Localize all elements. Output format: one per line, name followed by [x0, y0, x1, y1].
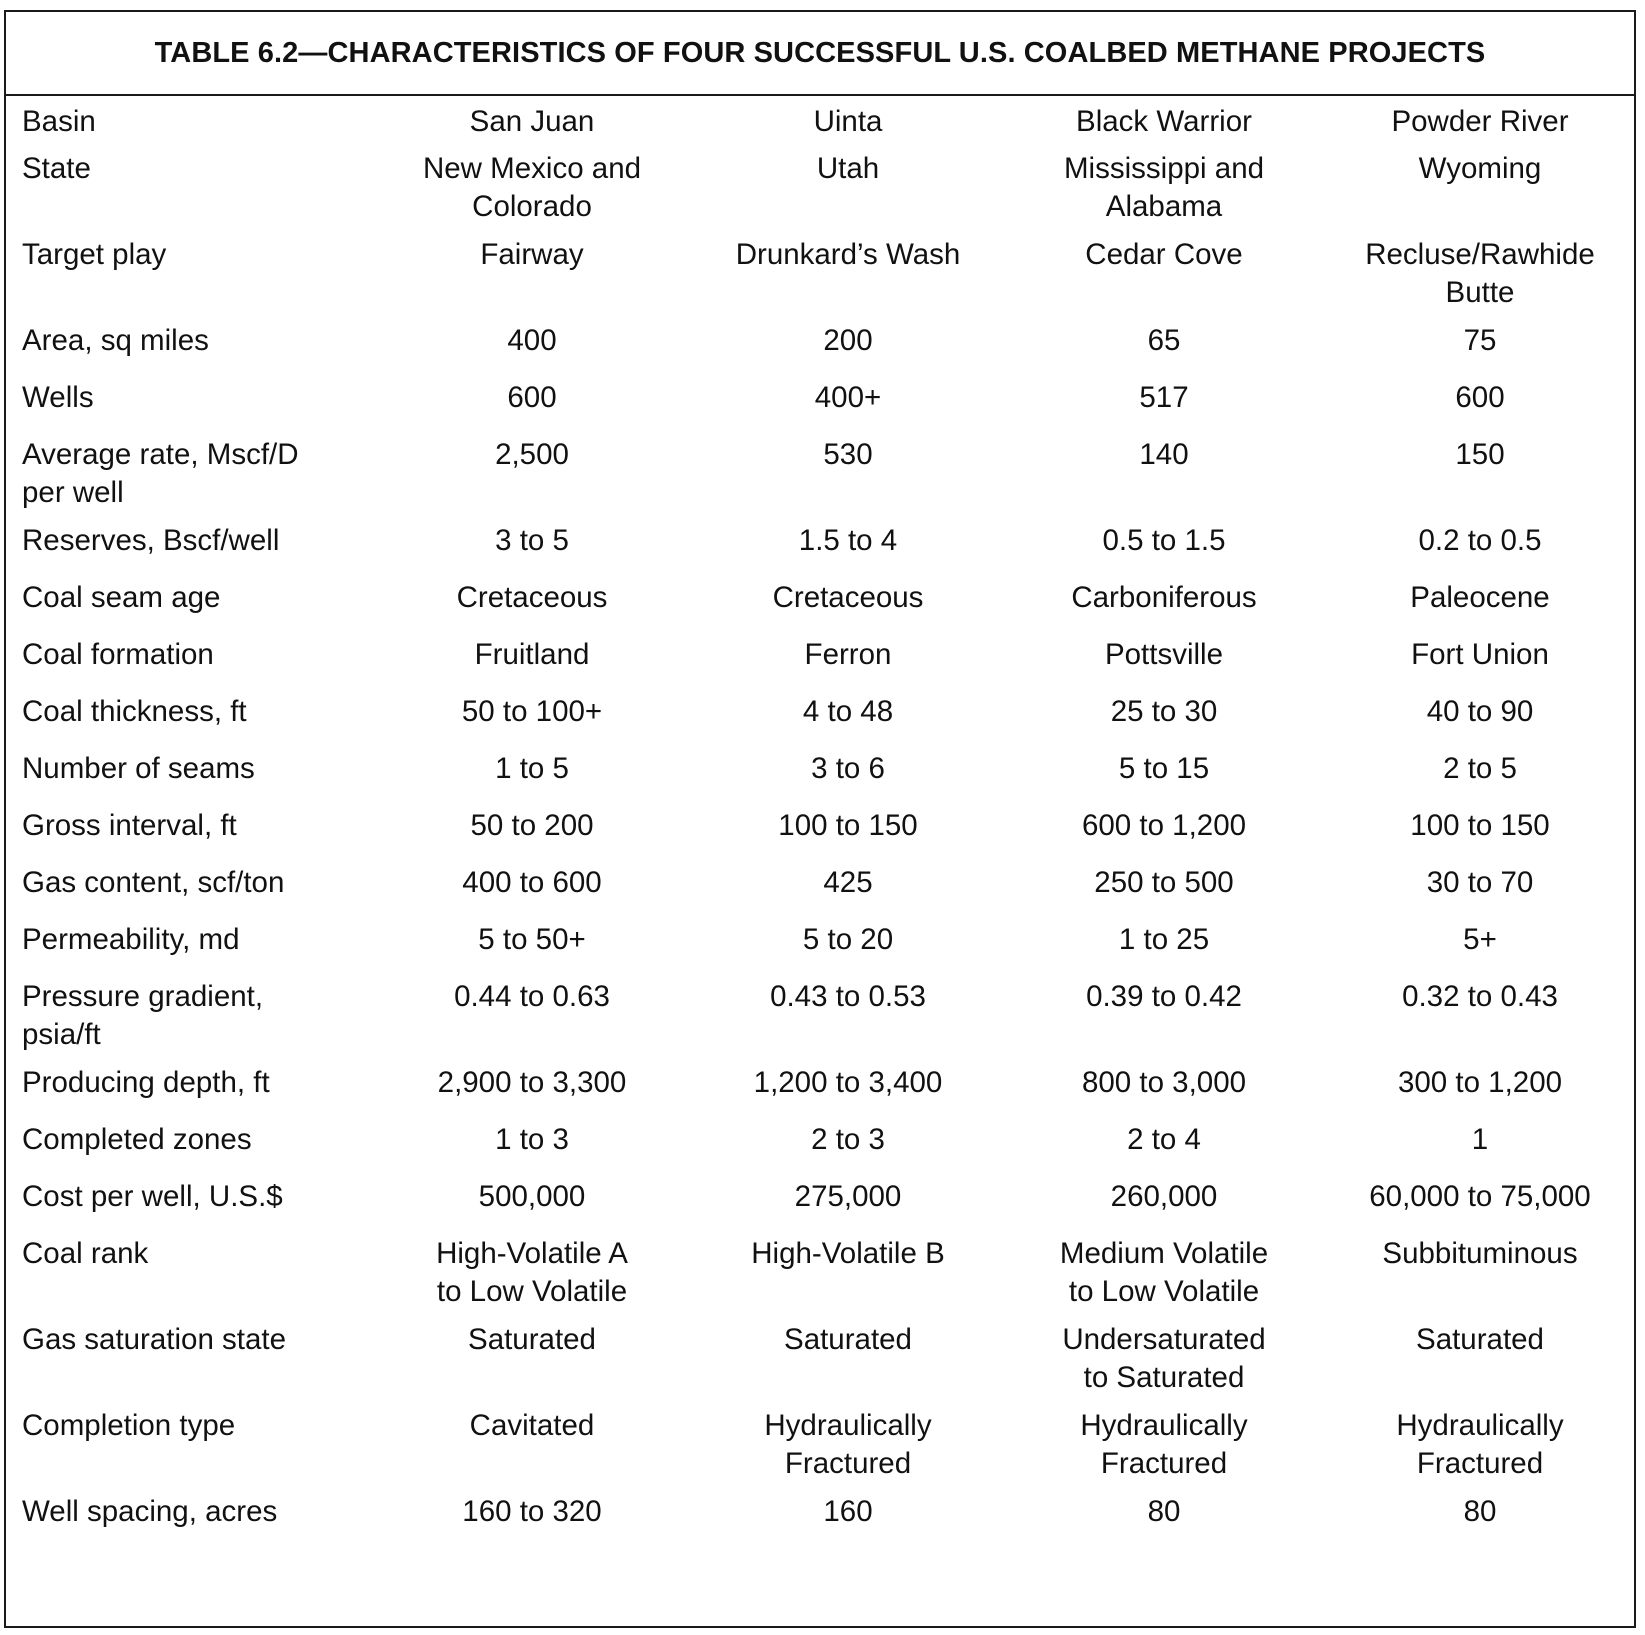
row-label [22, 579, 374, 636]
cell-line: Mississippi and [1063, 152, 1265, 185]
cell-col-1 [374, 1178, 690, 1235]
cell-line: 1.5 to 4 [798, 524, 898, 557]
row-label-line: Well spacing, acres [22, 1495, 278, 1528]
table-row [22, 436, 1638, 522]
row-label [22, 150, 374, 236]
cell-line: Drunkard’s Wash [735, 238, 961, 271]
cell-line: Fort Union [1411, 638, 1549, 671]
cell-col-4 [1322, 150, 1638, 236]
cell-col-1 [374, 750, 690, 807]
cell-line: 425 [823, 866, 873, 899]
cell-line: 300 to 1,200 [1397, 1066, 1563, 1099]
row-label [22, 978, 374, 1064]
cell-col-1 [374, 921, 690, 978]
cell-line: Black Warrior [1076, 105, 1252, 138]
cell-line: Hydraulically [1396, 1409, 1564, 1442]
cell-line: Recluse/Rawhide [1365, 238, 1595, 271]
title-bar [6, 12, 1634, 96]
cell-col-3 [1006, 1178, 1322, 1235]
cell-line: 50 to 200 [470, 809, 594, 842]
row-label [22, 1235, 374, 1321]
cell-col-2 [690, 1178, 1006, 1235]
table-row [22, 921, 1638, 978]
cell-line: New Mexico and [422, 152, 642, 185]
cell-line: Cedar Cove [1085, 238, 1243, 271]
cell-col-4 [1322, 103, 1638, 150]
cell-line: 800 to 3,000 [1081, 1066, 1247, 1099]
cell-col-1 [374, 864, 690, 921]
cell-line: 1 [1471, 1123, 1489, 1156]
cell-col-2 [690, 579, 1006, 636]
cell-col-3 [1006, 103, 1322, 150]
cell-line: 2,500 [495, 438, 569, 471]
cell-col-4 [1322, 1121, 1638, 1178]
cell-col-3 [1006, 1235, 1322, 1321]
row-label [22, 864, 374, 921]
table-row [22, 636, 1638, 693]
row-label-line: psia/ft [22, 1018, 101, 1051]
row-label [22, 921, 374, 978]
cell-line: Colorado [472, 190, 592, 223]
cell-col-4 [1322, 1407, 1638, 1493]
cell-col-1 [374, 1321, 690, 1407]
cell-col-1 [374, 1235, 690, 1321]
cell-col-4 [1322, 807, 1638, 864]
cell-line: 2 to 4 [1127, 1123, 1201, 1156]
cell-line: Cavitated [469, 1409, 595, 1442]
cell-col-2 [690, 1121, 1006, 1178]
table-row [22, 978, 1638, 1064]
table-body [22, 103, 1638, 1531]
table-row [22, 1321, 1638, 1407]
cell-col-4 [1322, 921, 1638, 978]
row-label [22, 236, 374, 322]
cell-col-3 [1006, 864, 1322, 921]
cell-line: Butte [1445, 276, 1515, 309]
cell-line: 0.32 to 0.43 [1402, 980, 1558, 1013]
cell-line: 1 to 3 [495, 1123, 569, 1156]
row-label-line: Wells [22, 381, 94, 414]
table-row [22, 1407, 1638, 1493]
cell-line: 5 to 50+ [478, 923, 586, 956]
cell-col-3 [1006, 750, 1322, 807]
cell-line: Wyoming [1418, 152, 1542, 185]
cell-col-2 [690, 436, 1006, 522]
cell-col-3 [1006, 436, 1322, 522]
cell-line: 1 to 25 [1118, 923, 1210, 956]
cell-line: 2 to 3 [811, 1123, 885, 1156]
cell-line: 200 [823, 324, 873, 357]
table-row [22, 864, 1638, 921]
table-row [22, 750, 1638, 807]
cell-line: 530 [823, 438, 873, 471]
cell-col-2 [690, 864, 1006, 921]
cell-line: Ferron [804, 638, 892, 671]
row-label [22, 750, 374, 807]
row-label-line: Gross interval, ft [22, 809, 237, 842]
cell-col-2 [690, 379, 1006, 436]
cell-line: 50 to 100+ [461, 695, 603, 728]
cell-col-2 [690, 150, 1006, 236]
cell-col-2 [690, 921, 1006, 978]
cell-line: 2,900 to 3,300 [437, 1066, 627, 1099]
cell-line: 0.5 to 1.5 [1102, 524, 1226, 557]
cell-col-3 [1006, 150, 1322, 236]
table-row [22, 236, 1638, 322]
cell-col-3 [1006, 236, 1322, 322]
table-row [22, 1235, 1638, 1321]
cell-line: Saturated [784, 1323, 912, 1356]
cell-col-1 [374, 1493, 690, 1531]
cell-line: Cretaceous [772, 581, 924, 614]
table-row [22, 1064, 1638, 1121]
row-label-line: Completed zones [22, 1123, 252, 1156]
row-label [22, 693, 374, 750]
cell-col-1 [374, 636, 690, 693]
cell-line: 600 [507, 381, 557, 414]
cell-col-1 [374, 150, 690, 236]
cell-line: Alabama [1105, 190, 1223, 223]
cell-col-1 [374, 693, 690, 750]
cell-col-2 [690, 750, 1006, 807]
cell-col-3 [1006, 1064, 1322, 1121]
table-row [22, 322, 1638, 379]
cell-col-3 [1006, 1121, 1322, 1178]
cell-col-4 [1322, 978, 1638, 1064]
cell-col-2 [690, 1321, 1006, 1407]
table-row [22, 1178, 1638, 1235]
cell-col-2 [690, 1064, 1006, 1121]
cell-line: Hydraulically [764, 1409, 932, 1442]
cell-line: 0.39 to 0.42 [1086, 980, 1242, 1013]
cell-line: 3 to 6 [811, 752, 885, 785]
cell-line: 3 to 5 [495, 524, 569, 557]
cell-line: 250 to 500 [1094, 866, 1234, 899]
cell-line: Medium Volatile [1059, 1237, 1269, 1270]
cell-col-3 [1006, 1493, 1322, 1531]
cell-col-1 [374, 522, 690, 579]
row-label-line: Completion type [22, 1409, 236, 1442]
row-label-line: Gas content, scf/ton [22, 866, 285, 899]
cell-col-2 [690, 636, 1006, 693]
cell-line: 4 to 48 [802, 695, 894, 728]
row-label [22, 522, 374, 579]
cell-line: 5 to 20 [802, 923, 894, 956]
cell-line: 75 [1463, 324, 1497, 357]
cell-col-4 [1322, 1321, 1638, 1407]
cell-line: Fractured [1416, 1447, 1544, 1480]
cell-line: Utah [816, 152, 880, 185]
row-label [22, 807, 374, 864]
cell-col-1 [374, 1407, 690, 1493]
cell-col-3 [1006, 921, 1322, 978]
row-label [22, 636, 374, 693]
cell-col-3 [1006, 1407, 1322, 1493]
table-row [22, 693, 1638, 750]
cell-line: 600 to 1,200 [1081, 809, 1247, 842]
cell-line: 25 to 30 [1110, 695, 1218, 728]
cell-line: 80 [1463, 1495, 1497, 1528]
cell-col-2 [690, 1493, 1006, 1531]
cell-line: 400 to 600 [462, 866, 602, 899]
row-label [22, 379, 374, 436]
cell-col-4 [1322, 522, 1638, 579]
row-label [22, 1321, 374, 1407]
cell-line: to Low Volatile [436, 1275, 628, 1308]
cell-line: Paleocene [1410, 581, 1550, 614]
cell-line: 160 to 320 [462, 1495, 602, 1528]
cell-line: 400+ [814, 381, 882, 414]
row-label-line: Coal seam age [22, 581, 221, 614]
cell-line: 500,000 [478, 1180, 586, 1213]
cell-col-1 [374, 807, 690, 864]
cell-col-4 [1322, 1064, 1638, 1121]
cell-col-4 [1322, 693, 1638, 750]
cell-col-3 [1006, 322, 1322, 379]
cell-line: Pottsville [1104, 638, 1224, 671]
cell-line: 160 [823, 1495, 873, 1528]
row-label-line: Target play [22, 238, 167, 271]
cell-line: 150 [1455, 438, 1505, 471]
row-label-line: Basin [22, 105, 96, 138]
cell-col-1 [374, 379, 690, 436]
row-label-line: State [22, 152, 91, 185]
cell-line: 100 to 150 [1410, 809, 1550, 842]
cell-line: 400 [507, 324, 557, 357]
cell-col-4 [1322, 322, 1638, 379]
table-row [22, 579, 1638, 636]
cell-line: 600 [1455, 381, 1505, 414]
table-row [22, 522, 1638, 579]
cell-col-4 [1322, 1493, 1638, 1531]
cell-col-1 [374, 1121, 690, 1178]
cell-col-4 [1322, 1178, 1638, 1235]
cell-col-3 [1006, 379, 1322, 436]
cell-col-2 [690, 1235, 1006, 1321]
cell-line: 65 [1147, 324, 1181, 357]
cell-line: 140 [1139, 438, 1189, 471]
cell-line: Hydraulically [1080, 1409, 1248, 1442]
table-row [22, 807, 1638, 864]
cell-line: 100 to 150 [778, 809, 918, 842]
cell-col-2 [690, 322, 1006, 379]
table-title: TABLE 6.2—CHARACTERISTICS OF FOUR SUCCESSFUL U.S. COALBED METHANE PROJECTS [154, 36, 1486, 69]
cell-col-4 [1322, 864, 1638, 921]
cell-col-1 [374, 978, 690, 1064]
cell-line: 40 to 90 [1426, 695, 1534, 728]
cell-col-3 [1006, 693, 1322, 750]
cell-line: Uinta [813, 105, 883, 138]
row-label [22, 1178, 374, 1235]
cell-col-4 [1322, 636, 1638, 693]
cell-line: Fractured [1100, 1447, 1228, 1480]
row-label-line: Coal rank [22, 1237, 149, 1270]
cell-line: 30 to 70 [1426, 866, 1534, 899]
row-label-line: Number of seams [22, 752, 255, 785]
cell-line: Cretaceous [456, 581, 608, 614]
cell-col-3 [1006, 1321, 1322, 1407]
cell-col-3 [1006, 807, 1322, 864]
cell-col-3 [1006, 522, 1322, 579]
cell-col-4 [1322, 750, 1638, 807]
row-label [22, 1493, 374, 1531]
cell-line: Fractured [784, 1447, 912, 1480]
cell-col-4 [1322, 436, 1638, 522]
table-row [22, 150, 1638, 236]
cell-line: 60,000 to 75,000 [1369, 1180, 1591, 1213]
cell-col-2 [690, 103, 1006, 150]
data-table [22, 103, 1638, 1531]
cell-line: San Juan [469, 105, 595, 138]
row-label-line: Cost per well, U.S.$ [22, 1180, 283, 1213]
cell-line: 80 [1147, 1495, 1181, 1528]
cell-line: 1,200 to 3,400 [753, 1066, 943, 1099]
row-label [22, 1407, 374, 1493]
cell-col-4 [1322, 379, 1638, 436]
cell-line: 0.2 to 0.5 [1418, 524, 1542, 557]
cell-col-2 [690, 978, 1006, 1064]
cell-line: 5 to 15 [1118, 752, 1210, 785]
cell-line: Saturated [1416, 1323, 1544, 1356]
cell-line: 517 [1139, 381, 1189, 414]
cell-col-1 [374, 1064, 690, 1121]
row-label [22, 1064, 374, 1121]
cell-col-4 [1322, 236, 1638, 322]
cell-col-4 [1322, 579, 1638, 636]
cell-col-2 [690, 693, 1006, 750]
cell-col-2 [690, 807, 1006, 864]
row-label [22, 103, 374, 150]
row-label [22, 322, 374, 379]
cell-col-1 [374, 436, 690, 522]
table-row [22, 1121, 1638, 1178]
cell-col-3 [1006, 579, 1322, 636]
cell-col-1 [374, 322, 690, 379]
row-label [22, 436, 374, 522]
cell-col-2 [690, 522, 1006, 579]
row-label-line: Gas saturation state [22, 1323, 287, 1356]
row-label-line: Coal thickness, ft [22, 695, 247, 728]
cell-line: 2 to 5 [1443, 752, 1517, 785]
row-label-line: per well [22, 476, 124, 509]
table-row [22, 379, 1638, 436]
table-row [22, 103, 1638, 150]
cell-col-1 [374, 103, 690, 150]
cell-line: Powder River [1391, 105, 1569, 138]
cell-line: Saturated [468, 1323, 596, 1356]
cell-col-1 [374, 236, 690, 322]
cell-line: 1 to 5 [495, 752, 569, 785]
cell-line: Subbituminous [1382, 1237, 1578, 1270]
cell-col-3 [1006, 636, 1322, 693]
cell-col-2 [690, 1407, 1006, 1493]
row-label-line: Permeability, md [22, 923, 240, 956]
cell-line: 0.44 to 0.63 [454, 980, 610, 1013]
cell-line: Carboniferous [1071, 581, 1257, 614]
cell-line: Undersaturated [1062, 1323, 1266, 1356]
cell-line: High-Volatile A [436, 1237, 628, 1270]
cell-line: High-Volatile B [751, 1237, 945, 1270]
table-row [22, 1493, 1638, 1531]
cell-col-4 [1322, 1235, 1638, 1321]
cell-col-2 [690, 236, 1006, 322]
cell-line: to Saturated [1083, 1361, 1245, 1394]
row-label [22, 1121, 374, 1178]
row-label-line: Coal formation [22, 638, 214, 671]
row-label-line: Reserves, Bscf/well [22, 524, 280, 557]
cell-line: 260,000 [1110, 1180, 1218, 1213]
cell-line: 0.43 to 0.53 [770, 980, 926, 1013]
cell-line: Fruitland [474, 638, 590, 671]
row-label-line: Pressure gradient, [22, 980, 264, 1013]
cell-line: 275,000 [794, 1180, 902, 1213]
cell-line: 5+ [1463, 923, 1497, 956]
row-label-line: Area, sq miles [22, 324, 209, 357]
row-label-line: Producing depth, ft [22, 1066, 270, 1099]
cell-line: Fairway [480, 238, 584, 271]
cell-col-1 [374, 579, 690, 636]
cell-line: to Low Volatile [1068, 1275, 1260, 1308]
cell-col-3 [1006, 978, 1322, 1064]
row-label-line: Average rate, Mscf/D [22, 438, 299, 471]
